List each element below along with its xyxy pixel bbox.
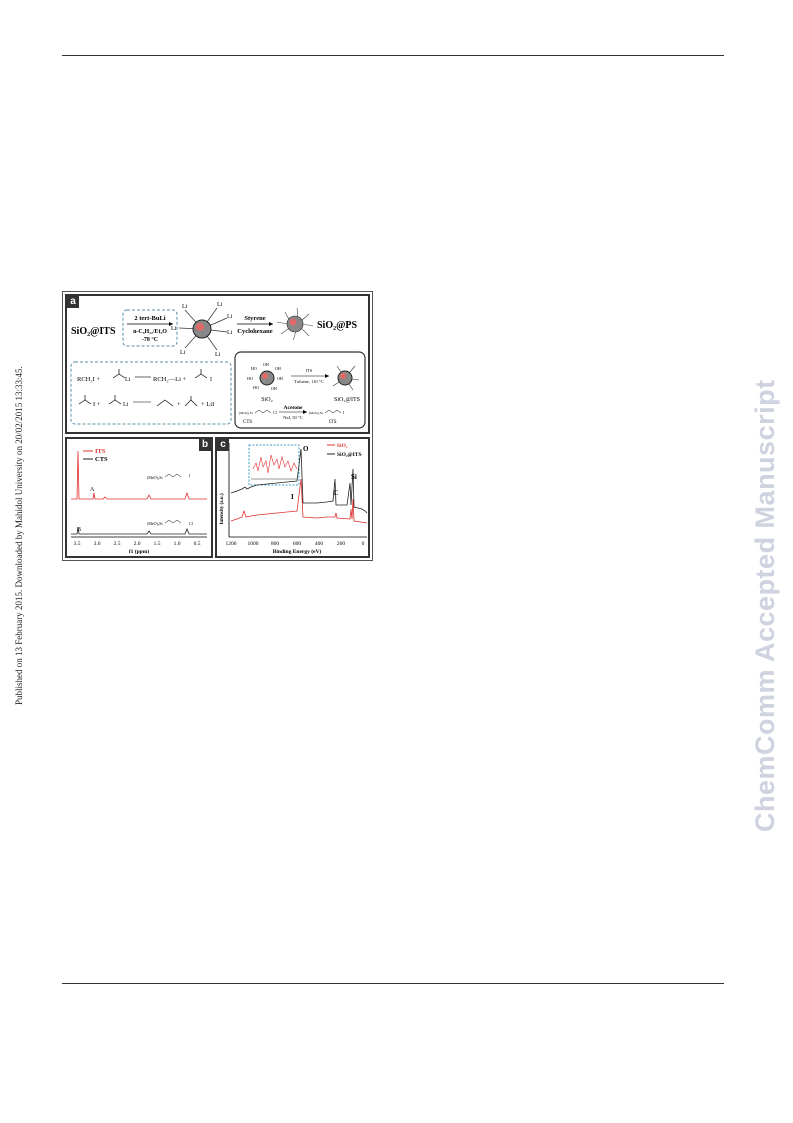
lithiated-particle [171,302,233,358]
publication-info: Published on 13 February 2015. Downloaded by Mahidol University on 20/02/2015 13:33:45. [14,366,24,705]
svg-text:HO: HO [253,385,259,390]
panel-c-xps [215,437,370,558]
xps-xlabel: Binding Energy (eV) [272,549,322,555]
arrow-bottom: Cyclohexane [237,328,273,335]
svg-text:I: I [210,377,212,383]
svg-text:2.0: 2.0 [133,541,141,547]
legend-its: ITS [95,448,106,455]
ps-particle [277,308,313,340]
reagent-2: n-C₅H₁₂/Et₂O [133,329,167,335]
panel-a-label: a [67,296,79,308]
nmr-ticks [74,541,201,547]
legend-sio2-its: SiO₂@ITS [337,452,362,458]
panel-b-nmr [65,437,213,558]
top-rule [62,55,724,56]
peak-i: I [291,493,294,501]
svg-text:+: + [177,401,181,408]
svg-text:Li: Li [171,326,177,332]
legend-cts: CTS [95,456,108,463]
peak-o: O [303,445,309,453]
svg-text:Li: Li [227,314,233,320]
svg-text:0: 0 [361,541,365,547]
svg-text:3.5: 3.5 [73,541,81,547]
scheme-svg [67,296,368,432]
panel-a-scheme [65,294,370,434]
svg-text:Cl: Cl [189,521,193,526]
svg-text:OH: OH [263,362,269,367]
xps-svg [217,439,368,556]
mech-row1-a: RCH₂I + [77,376,101,383]
svg-text:(MeO)₃Si: (MeO)₃Si [239,411,253,415]
its-arrow-bottom: Toluene, 110 °C [294,379,324,384]
svg-text:400: 400 [314,541,324,547]
mech-row2-end: + LiI [201,401,215,408]
sio2-its-label: SiO₂@ITS [334,397,360,403]
svg-text:OH: OH [277,376,283,381]
peak-si: Si [351,473,357,481]
svg-text:3.0: 3.0 [93,541,101,547]
svg-text:1200: 1200 [225,541,237,547]
svg-text:Li: Li [227,330,233,336]
sio2-spectrum [231,479,367,523]
xps-ylabel: Intensity (a.u.) [220,493,225,525]
accepted-manuscript-watermark: ChemComm Accepted Manuscript [750,379,780,832]
struct-its: (MeO)₃Si [147,475,163,480]
svg-text:Li: Li [125,377,131,383]
acetone-top: Acetone [283,405,303,411]
svg-text:2.5: 2.5 [113,541,121,547]
mech-row1-b: RCH₂—Li + [153,376,187,383]
xps-ticks [226,541,365,547]
cts-spectrum [71,527,207,534]
svg-text:200: 200 [336,541,346,547]
svg-text:HO: HO [251,366,257,371]
svg-text:800: 800 [270,541,280,547]
its-arrow-top: ITS [305,368,313,373]
svg-text:I +: I + [93,401,101,408]
svg-text:Cl: Cl [273,410,277,415]
left-species: SiO₂@ITS [71,326,116,337]
svg-text:1.5: 1.5 [153,541,161,547]
svg-text:Li: Li [217,302,223,308]
svg-text:Li: Li [215,352,221,358]
svg-text:HO: HO [247,376,253,381]
peak-b: B [77,527,82,533]
legend-sio2: SiO₂ [337,443,348,449]
mechanism-box [71,362,231,424]
svg-text:I: I [343,410,345,415]
figure [62,291,373,561]
reagent-1: 2 tert-BuLi [134,315,166,322]
arrow-top: Styrene [244,315,266,322]
cts-label: CTS [243,420,253,425]
sio2-label: SiO₂ [261,397,273,403]
struct-cts: (MeO)₃Si [147,521,163,526]
peak-c: C [333,489,339,497]
svg-text:1000: 1000 [247,541,259,547]
svg-text:600: 600 [292,541,302,547]
reagent-3: -78 °C [141,337,159,343]
bottom-rule [62,983,724,984]
acetone-bottom: NaI, 50 °C [283,415,303,420]
svg-text:I: I [189,473,191,478]
svg-text:OH: OH [275,366,281,371]
svg-text:1.0: 1.0 [173,541,181,547]
svg-text:(MeO)₃Si: (MeO)₃Si [309,411,323,415]
nmr-xlabel: f1 (ppm) [128,549,150,555]
svg-text:0.5: 0.5 [193,541,201,547]
nmr-svg [67,439,211,556]
svg-text:Li: Li [123,402,129,408]
sio2-its-particle [333,366,359,390]
svg-text:OH: OH [271,386,277,391]
peak-a: A [90,487,95,493]
panel-b-label: b [199,439,211,451]
svg-text:Li: Li [180,350,186,356]
svg-text:Li: Li [182,304,188,310]
panel-c-label: c [217,439,229,451]
its-label: ITS [329,420,337,425]
sio2-particle [247,362,283,391]
right-species: SiO₂@PS [317,320,358,331]
